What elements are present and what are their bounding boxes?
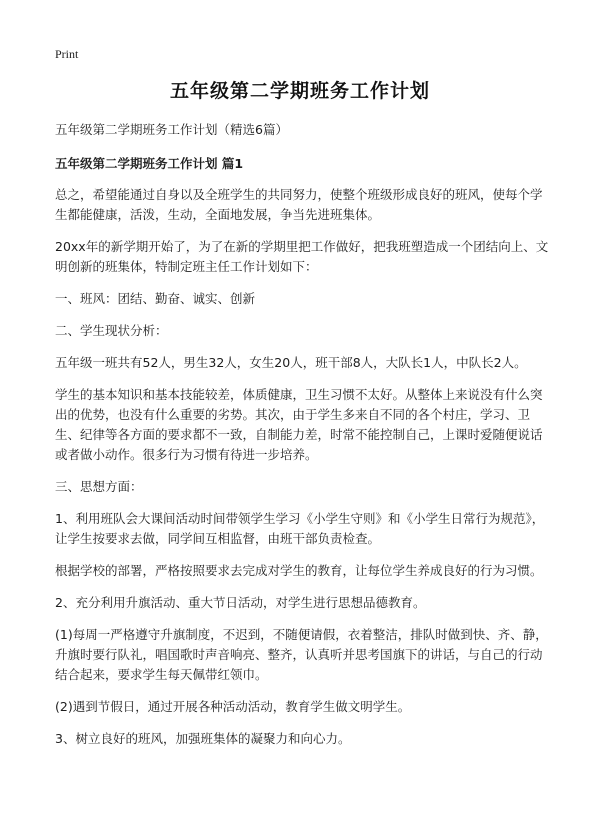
- document-body: [55, 120, 550, 761]
- section-heading: 五年级第二学期班务工作计划 篇1: [55, 156, 244, 171]
- paragraph: 五年级一班共有52人，男生32人，女生20人，班干部8人，大队长1人，中队长2人。: [55, 355, 527, 370]
- paragraph: 1、利用班队会大课间活动时间带领学生学习《小学生守则》和《小学生日常行为规范》，让学生按要求去做，同学间互相监督，由班干部负责检查。: [55, 511, 545, 546]
- paragraph: 3、树立良好的班风，加强班集体的凝聚力和向心力。: [55, 731, 351, 746]
- page-title: 五年级第二学期班务工作计划: [169, 80, 430, 102]
- paragraph: 三、思想方面：: [55, 479, 143, 494]
- print-link[interactable]: Print: [55, 47, 79, 61]
- document-subtitle: 五年级第二学期班务工作计划（精选6篇）: [55, 122, 288, 137]
- paragraph: 根据学校的部署，严格按照要求去完成对学生的教育，让每位学生养成良好的行为习惯。: [55, 563, 543, 578]
- paragraph: 学生的基本知识和基本技能较差，体质健康，卫生习惯不太好。从整体上来说没有什么突出的优势，也没有什么重要的劣势。其次，由于学生多来自不同的各个村庄，学习、卫生、纪律等各方面的要求都不一致，自制能力差，时常不能控制自己，上课时爱随便说话或者做小动作。很多行为习惯有待进一步培养。: [55, 387, 543, 462]
- paragraph: (1)每周一严格遵守升旗制度，不迟到，不随便请假，衣着整洁，排队时做到快、齐、静，升旗时要行队礼，唱国歌时声音响亮、整齐，认真听并思考国旗下的讲话，与自己的行动结合起来，要求学生每天佩带红领巾。: [55, 627, 548, 682]
- paragraph: 一、班风：团结、勤奋、诚实、创新: [55, 291, 256, 306]
- paragraph: 20xx年的新学期开始了，为了在新的学期里把工作做好，把我班塑造成一个团结向上、文明创新的班集体，特制定班主任工作计划如下：: [55, 239, 549, 274]
- paragraph: (2)遇到节假日，通过开展各种活动活动，教育学生做文明学生。: [55, 699, 411, 714]
- paragraph: 总之，希望能通过自身以及全班学生的共同努力，使整个班级形成良好的班风，使每个学生都能健康，活泼，生动，全面地发展，争当先进班集体。: [55, 187, 543, 222]
- paragraph: 2、充分利用升旗活动、重大节日活动，对学生进行思想品德教育。: [55, 595, 426, 610]
- paragraph: 二、学生现状分析：: [55, 323, 168, 338]
